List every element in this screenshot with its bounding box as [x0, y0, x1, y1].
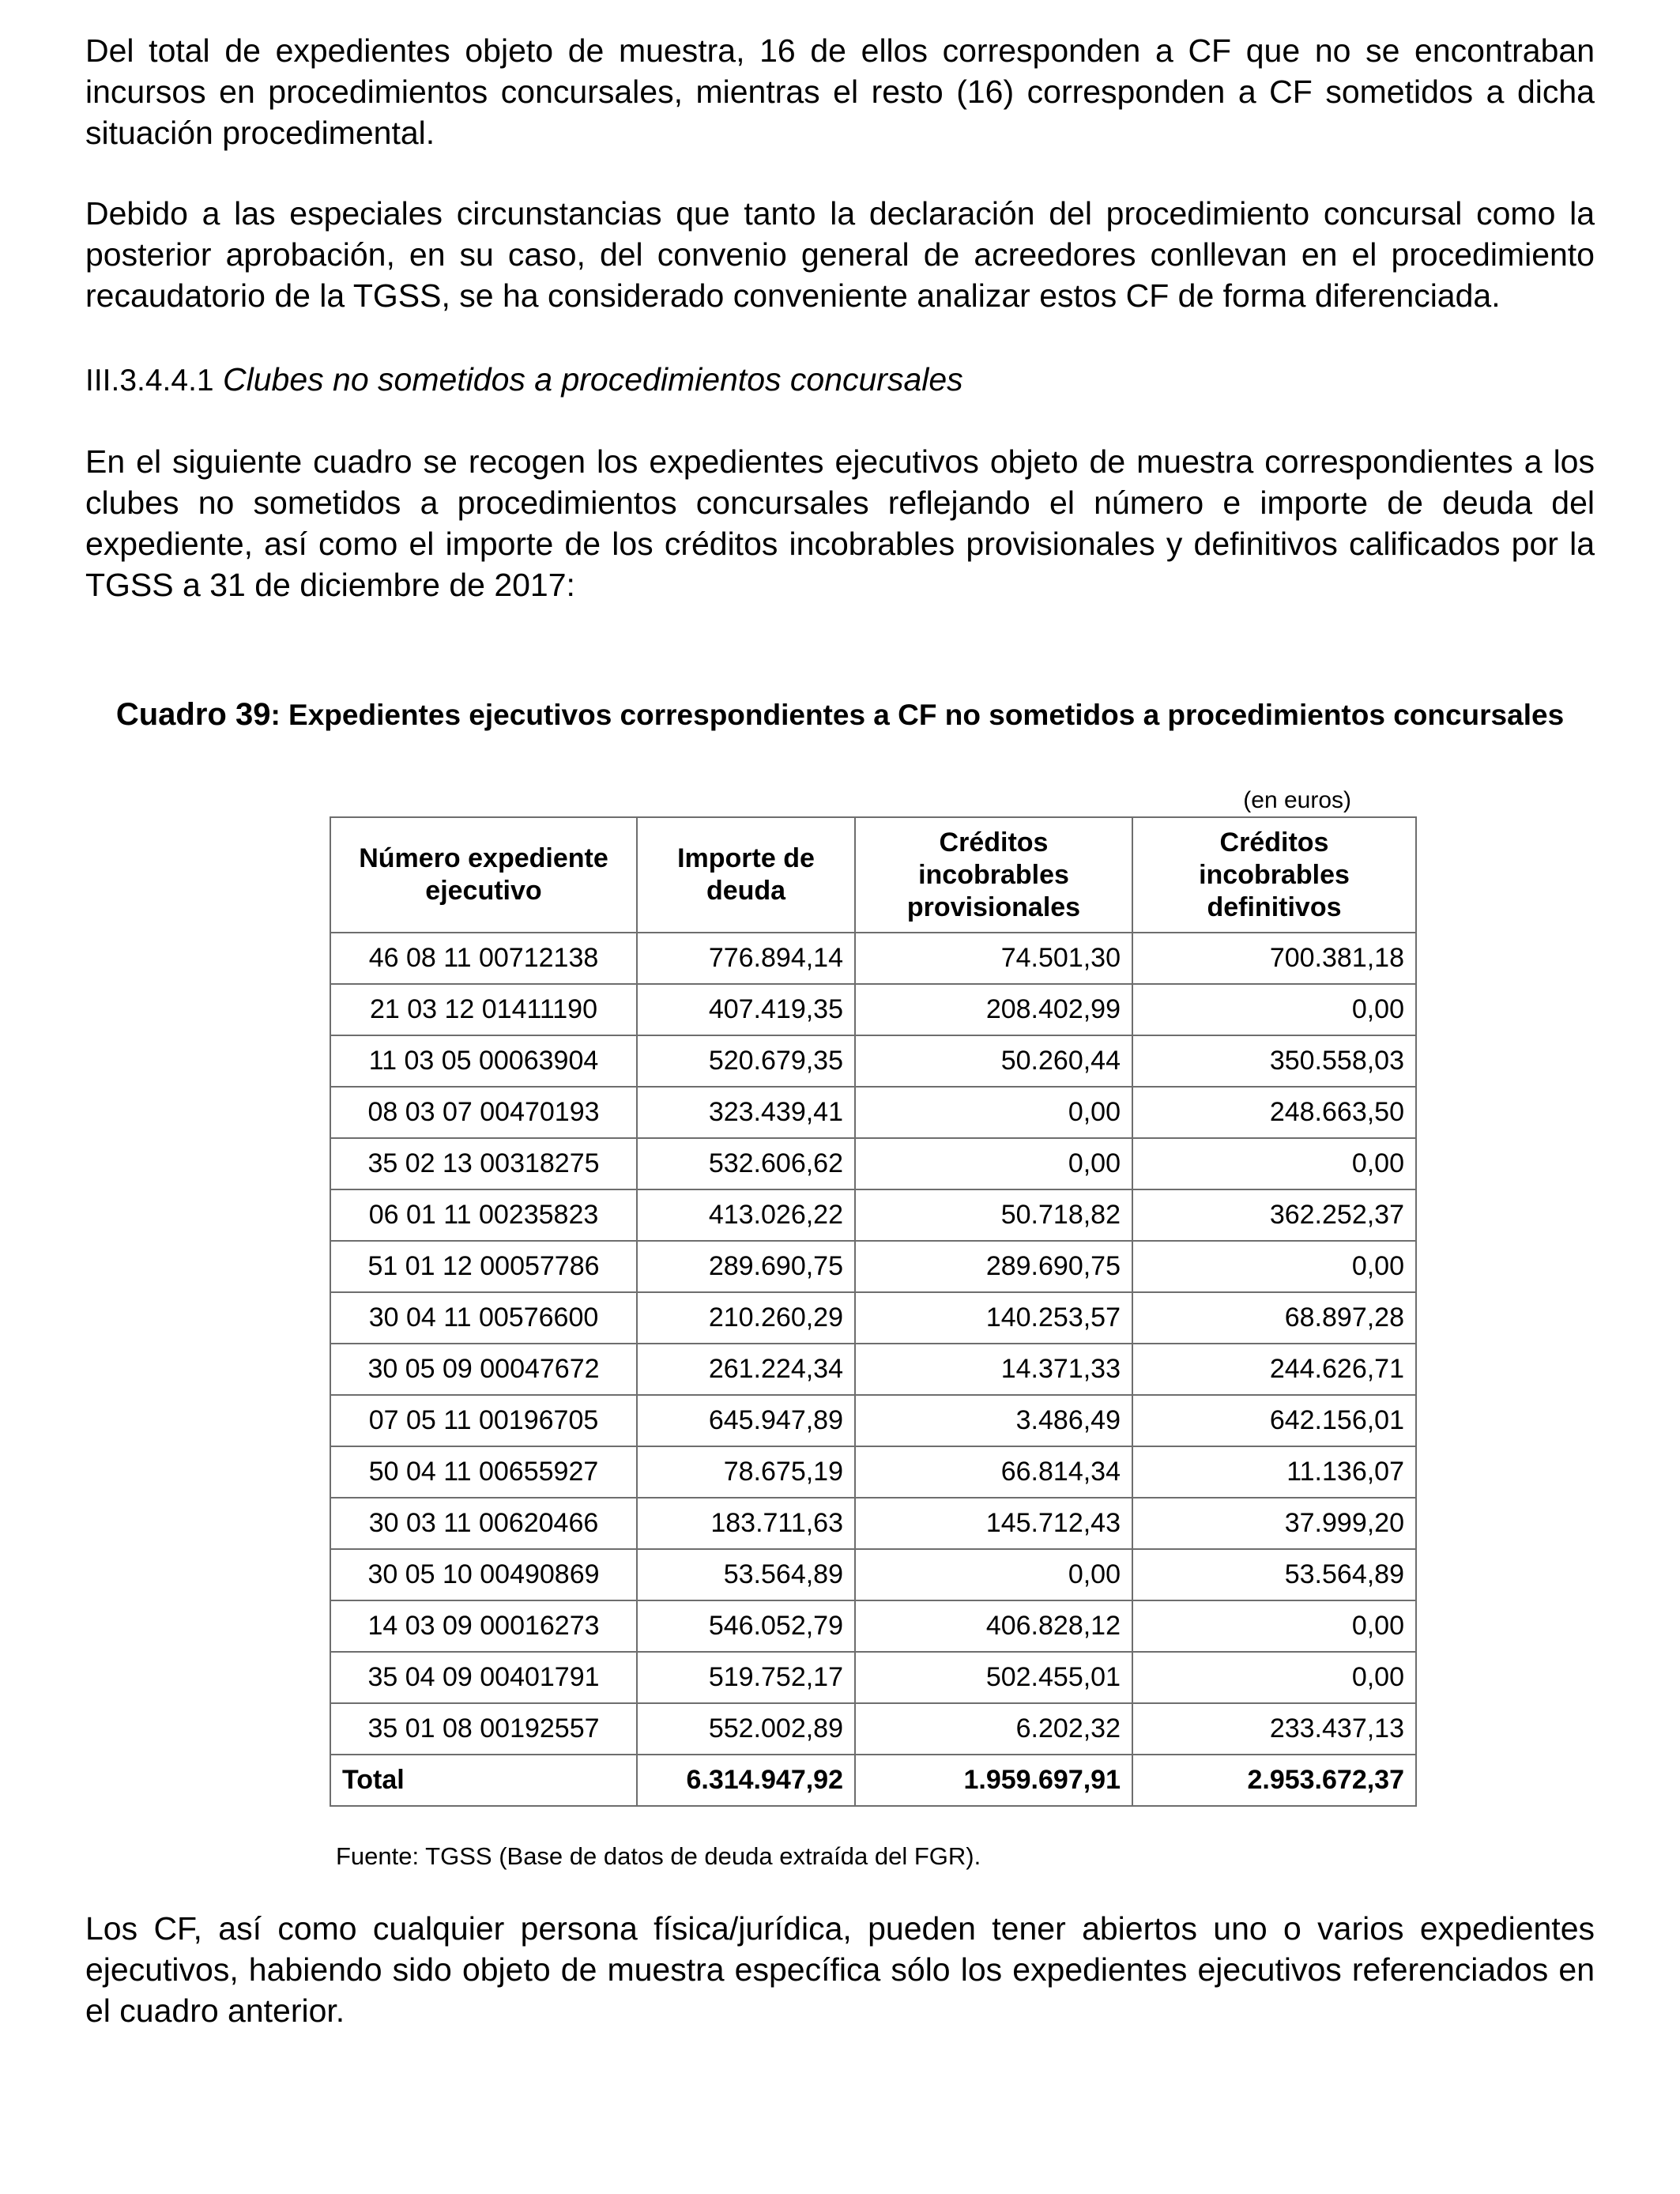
- expedientes-table: [330, 816, 1417, 1807]
- table-row: [330, 1087, 1416, 1138]
- table-caption-label: Cuadro 39: [115, 697, 271, 732]
- table-header-row: [330, 817, 1416, 933]
- table-row: [330, 1241, 1416, 1292]
- table-cell: 53.564,89: [1132, 1549, 1416, 1600]
- header-numero-expediente: Número expediente ejecutivo: [330, 817, 637, 933]
- header-creditos-provisionales: Créditos incobrables provisionales: [855, 817, 1132, 933]
- table-cell: 11.136,07: [1132, 1446, 1416, 1498]
- paragraph-intro: Del total de expedientes objeto de muestra, 16 de ellos corresponden a CF que no se encontraban incursos en procedimientos concursales, mientras el resto (16) corresponden a CF sometidos a dicha situación procedimental.: [85, 32, 1595, 151]
- table-cell: 407.419,35: [637, 984, 855, 1035]
- table-cell: 35 02 13 00318275: [330, 1138, 637, 1189]
- section-number: III.3.4.4.1: [85, 364, 214, 398]
- table-caption: [85, 696, 1595, 734]
- table-cell: 0,00: [855, 1549, 1132, 1600]
- table-cell: 552.002,89: [637, 1703, 855, 1755]
- table-cell: 78.675,19: [637, 1446, 855, 1498]
- table-cell: 140.253,57: [855, 1292, 1132, 1344]
- table-cell: 74.501,30: [855, 933, 1132, 984]
- table-row: [330, 1395, 1416, 1446]
- table-source: Fuente: TGSS (Base de datos de deuda extraída del FGR).: [336, 1842, 981, 1870]
- table-cell: 645.947,89: [637, 1395, 855, 1446]
- table-cell: 210.260,29: [637, 1292, 855, 1344]
- table-row: [330, 1446, 1416, 1498]
- table-cell: 520.679,35: [637, 1035, 855, 1087]
- table-cell: 30 05 09 00047672: [330, 1344, 637, 1395]
- table-cell: 776.894,14: [637, 933, 855, 984]
- table-cell: 14 03 09 00016273: [330, 1600, 637, 1652]
- table-cell: 0,00: [1132, 1652, 1416, 1703]
- total-cell: 6.314.947,92: [637, 1755, 855, 1806]
- header-importe-deuda: Importe de deuda: [637, 817, 855, 933]
- table-row: [330, 1189, 1416, 1241]
- table-cell: 35 01 08 00192557: [330, 1703, 637, 1755]
- section-title: Clubes no sometidos a procedimientos concursales: [223, 361, 963, 398]
- table-cell: 323.439,41: [637, 1087, 855, 1138]
- table-cell: 0,00: [1132, 1241, 1416, 1292]
- table-cell: 51 01 12 00057786: [330, 1241, 637, 1292]
- paragraph-circumstances: Debido a las especiales circunstancias que tanto la declaración del procedimiento concursal como la posterior aprobación, en su caso, del convenio general de acreedores conllevan en el procedimiento recaudatorio de la TGSS, se ha considerado conveniente analizar estos CF de forma diferenciada.: [85, 195, 1595, 314]
- table-cell: 0,00: [855, 1138, 1132, 1189]
- total-cell: 1.959.697,91: [855, 1755, 1132, 1806]
- table-cell: 0,00: [1132, 984, 1416, 1035]
- paragraph-closing: Los CF, así como cualquier persona física/jurídica, pueden tener abiertos uno o varios expedientes ejecutivos, habiendo sido objeto de muestra específica sólo los expedientes ejecutivos referenciados en el cuadro anterior.: [85, 1910, 1595, 2029]
- table-cell: 519.752,17: [637, 1652, 855, 1703]
- table-row: [330, 933, 1416, 984]
- table-cell: 3.486,49: [855, 1395, 1132, 1446]
- table-cell: 350.558,03: [1132, 1035, 1416, 1087]
- table-cell: 37.999,20: [1132, 1498, 1416, 1549]
- table-cell: 53.564,89: [637, 1549, 855, 1600]
- table-row: [330, 1498, 1416, 1549]
- table-row: [330, 1138, 1416, 1189]
- table-cell: 0,00: [855, 1087, 1132, 1138]
- table-cell: 50 04 11 00655927: [330, 1446, 637, 1498]
- table-cell: 0,00: [1132, 1138, 1416, 1189]
- table-body: [330, 933, 1416, 1806]
- table-cell: 50.260,44: [855, 1035, 1132, 1087]
- table-cell: 413.026,22: [637, 1189, 855, 1241]
- closing-section: [85, 1908, 1595, 2031]
- table-caption-title: : Expedientes ejecutivos correspondientes a CF no sometidos a procedimientos concursales: [270, 699, 1565, 731]
- table-cell: 502.455,01: [855, 1652, 1132, 1703]
- table-cell: 21 03 12 01411190: [330, 984, 637, 1035]
- page-body: [85, 30, 1595, 605]
- table-cell: 244.626,71: [1132, 1344, 1416, 1395]
- table-cell: 11 03 05 00063904: [330, 1035, 637, 1087]
- table-row: [330, 1652, 1416, 1703]
- table-cell: 35 04 09 00401791: [330, 1652, 637, 1703]
- table-row: [330, 1344, 1416, 1395]
- table-cell: 68.897,28: [1132, 1292, 1416, 1344]
- table-cell: 532.606,62: [637, 1138, 855, 1189]
- table-cell: 46 08 11 00712138: [330, 933, 637, 984]
- header-creditos-definitivos: Créditos incobrables definitivos: [1132, 817, 1416, 933]
- table-cell: 30 05 10 00490869: [330, 1549, 637, 1600]
- table-cell: 642.156,01: [1132, 1395, 1416, 1446]
- table-cell: 261.224,34: [637, 1344, 855, 1395]
- table-row: [330, 1292, 1416, 1344]
- table-cell: 208.402,99: [855, 984, 1132, 1035]
- table-cell: 08 03 07 00470193: [330, 1087, 637, 1138]
- paragraph-table-intro: En el siguiente cuadro se recogen los expedientes ejecutivos objeto de muestra correspondientes a los clubes no sometidos a procedimientos concursales reflejando el número e importe de deuda del expediente, así como el importe de los créditos incobrables provisionales y definitivos calificados por la TGSS a 31 de diciembre de 2017:: [85, 443, 1595, 603]
- table-cell: 06 01 11 00235823: [330, 1189, 637, 1241]
- table-cell: 362.252,37: [1132, 1189, 1416, 1241]
- table-cell: 30 04 11 00576600: [330, 1292, 637, 1344]
- total-cell: Total: [330, 1755, 637, 1806]
- table-cell: 66.814,34: [855, 1446, 1132, 1498]
- table-cell: 289.690,75: [855, 1241, 1132, 1292]
- table-row: [330, 1035, 1416, 1087]
- table-cell: 233.437,13: [1132, 1703, 1416, 1755]
- table-cell: 289.690,75: [637, 1241, 855, 1292]
- table-cell: 248.663,50: [1132, 1087, 1416, 1138]
- table-row: [330, 984, 1416, 1035]
- table-cell: 0,00: [1132, 1600, 1416, 1652]
- table-cell: 700.381,18: [1132, 933, 1416, 984]
- table-cell: 6.202,32: [855, 1703, 1132, 1755]
- table-row: [330, 1549, 1416, 1600]
- total-cell: 2.953.672,37: [1132, 1755, 1416, 1806]
- table-cell: 145.712,43: [855, 1498, 1132, 1549]
- table-cell: 14.371,33: [855, 1344, 1132, 1395]
- section-heading: [85, 359, 1595, 401]
- units-note: (en euros): [1243, 787, 1351, 813]
- table-row: [330, 1600, 1416, 1652]
- table-row: [330, 1703, 1416, 1755]
- table-cell: 183.711,63: [637, 1498, 855, 1549]
- table-cell: 30 03 11 00620466: [330, 1498, 637, 1549]
- table-cell: 406.828,12: [855, 1600, 1132, 1652]
- table-cell: 50.718,82: [855, 1189, 1132, 1241]
- table-cell: 546.052,79: [637, 1600, 855, 1652]
- table-cell: 07 05 11 00196705: [330, 1395, 637, 1446]
- table-total-row: [330, 1755, 1416, 1806]
